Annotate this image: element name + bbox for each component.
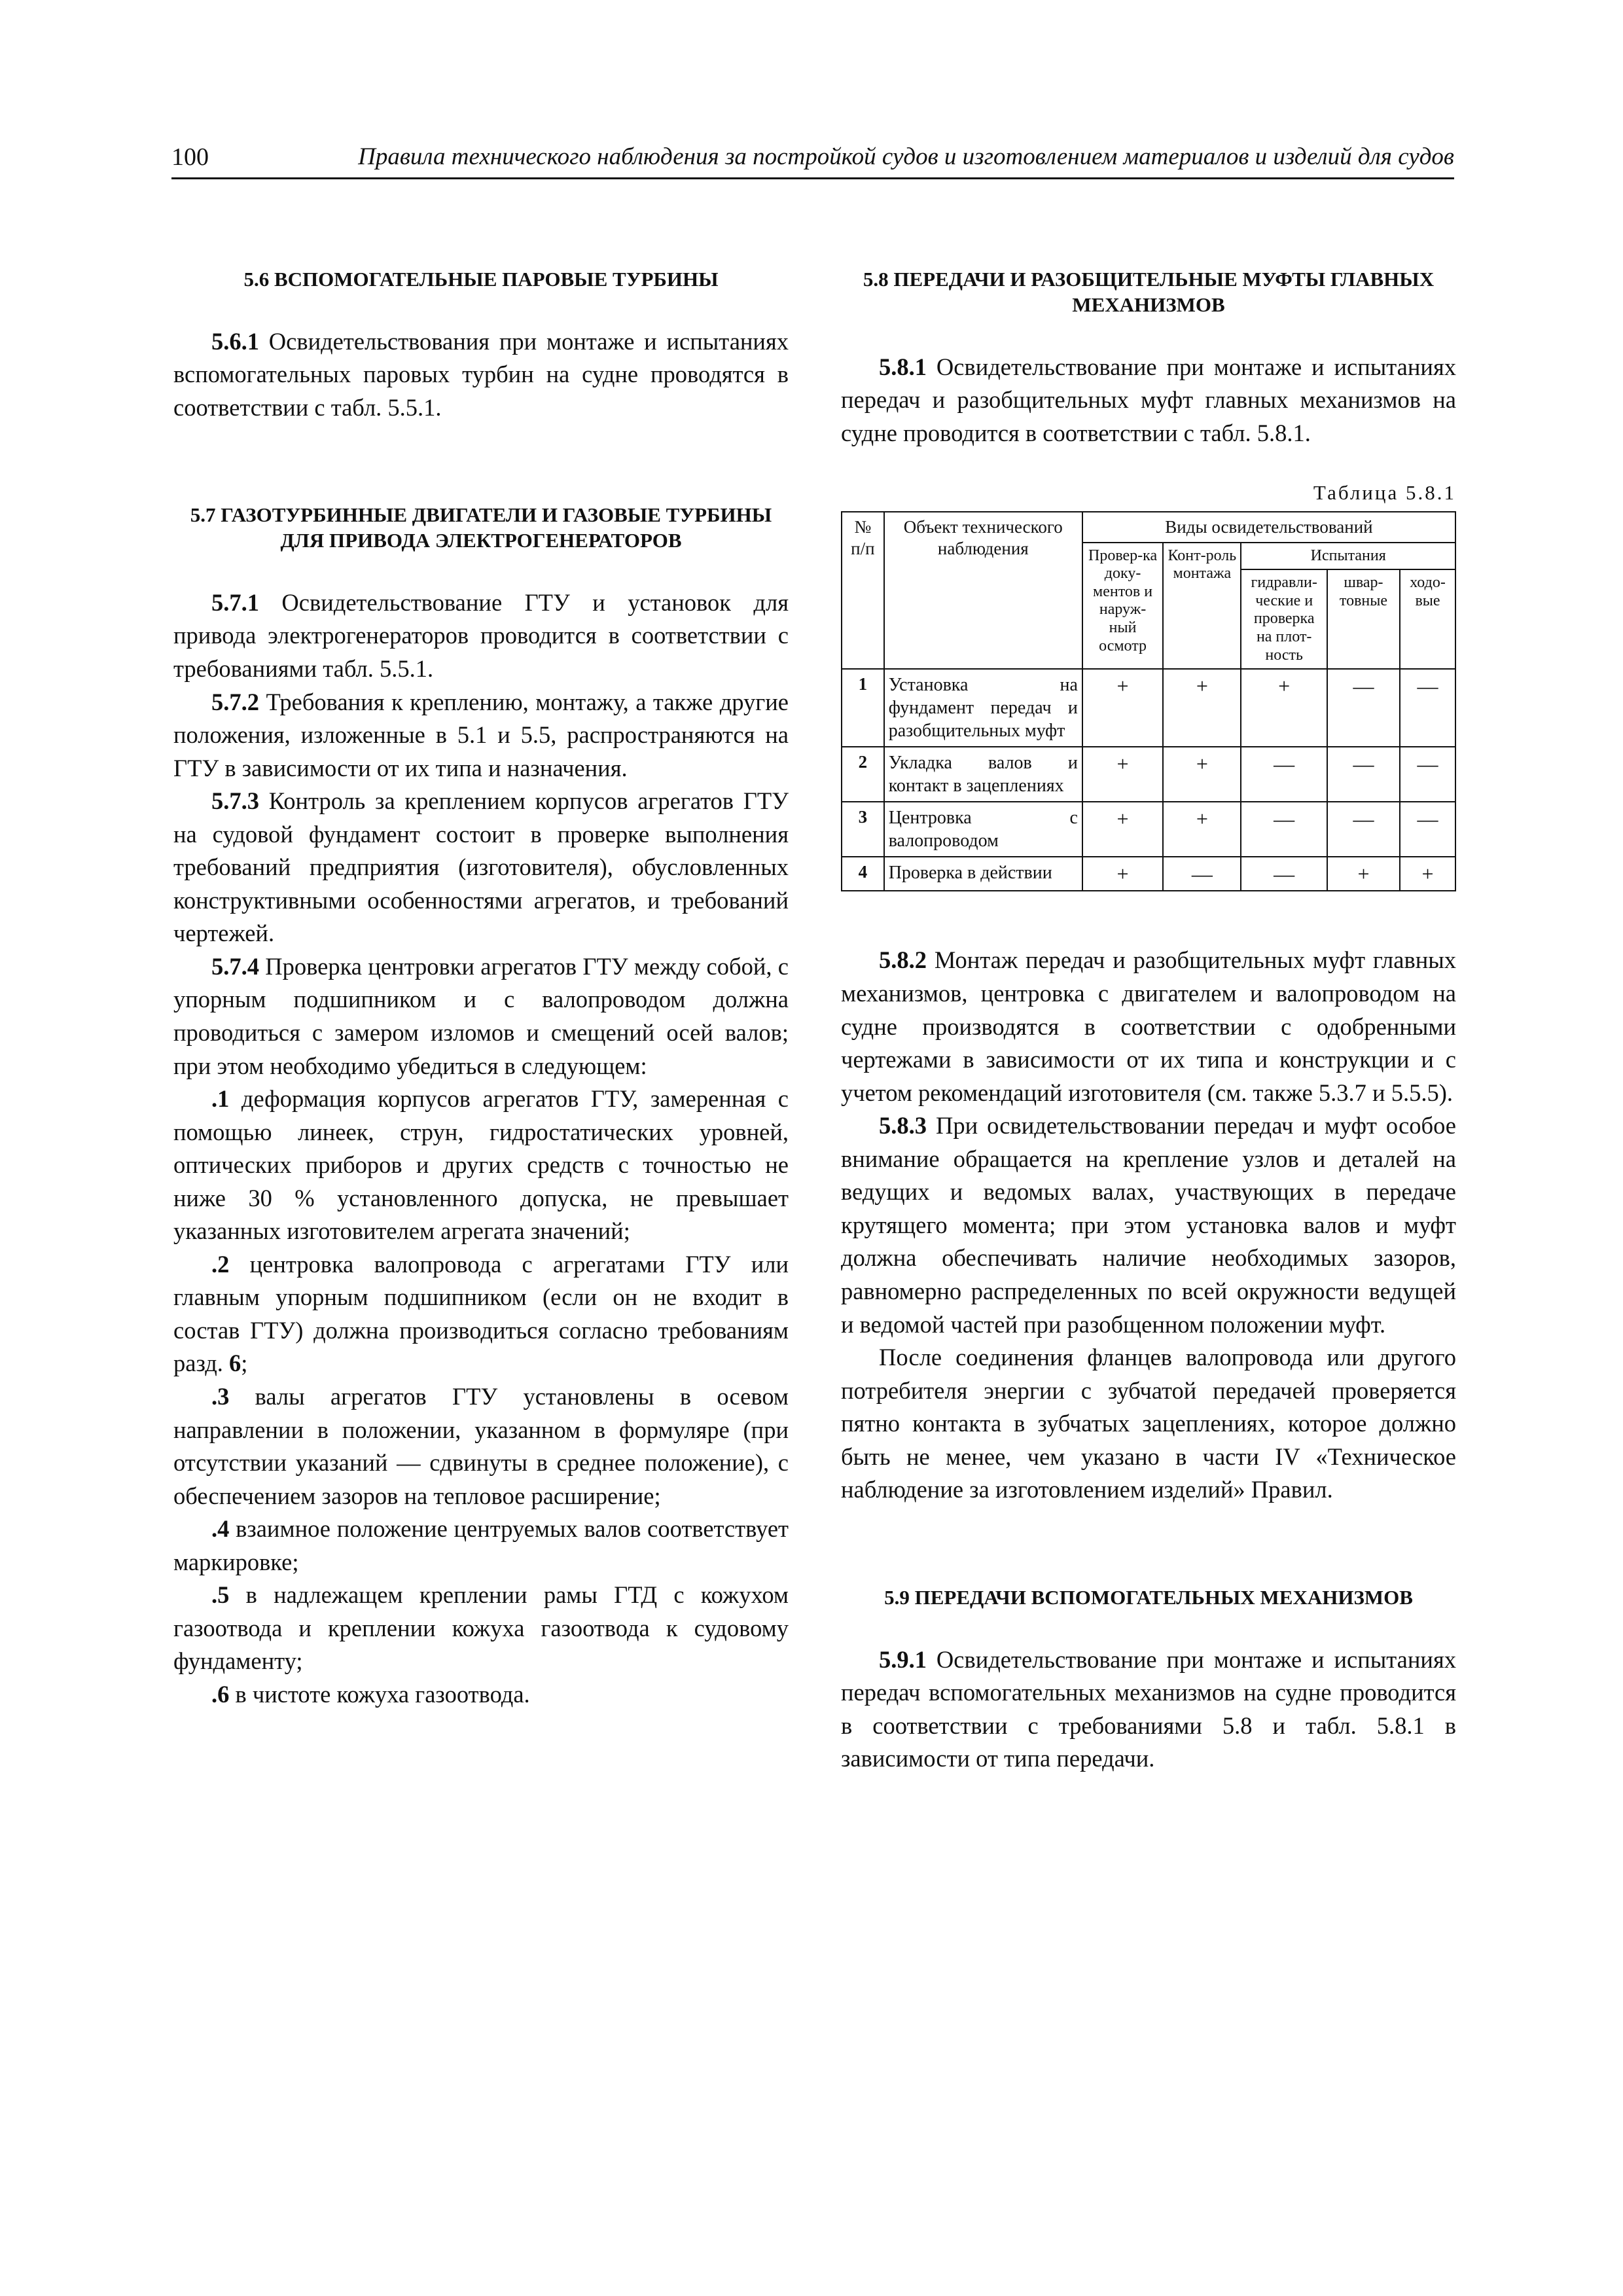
para-5-8-3: 5.8.3 При освидетельствовании передач и муфт особое внимание обращается на крепление узлов и деталей на ведущих и ведомых валах, участвующих в передаче крутящего момента; при этом установка валов и муфт должна обеспечивать наличие необходимых зазоров, равномерно распределенных по всей окружности ведущей и ведомой частей при разобщенном положении муфт. — [841, 1112, 1456, 1338]
table-row: 3 Центровка с валопроводом + + — — — — [842, 802, 1455, 857]
list-item-5: .5 в надлежащем креплении рамы ГТД с кожухом газоотвода и креплении кожуха газоотвода к судовому фундаменту; — [173, 1581, 789, 1675]
col-header-number: № п/п — [842, 512, 884, 669]
section-5-8-heading: 5.8 ПЕРЕДАЧИ И РАЗОБЩИТЕЛЬНЫЕ МУФТЫ ГЛАВНЫХ МЕХАНИЗМОВ — [863, 268, 1435, 316]
para-5-8-3-cont: После соединения фланцев валопровода или другого потребителя энергии с зубчатой передачей проверяется пятно контакта в зубчатых зацеплениях, которое должно быть не менее, чем указано в части IV «Техническое наблюдение за изготовлением изделий» Правил. — [841, 1344, 1456, 1503]
table-row: 4 Проверка в действии + — — + + — [842, 857, 1455, 891]
list-item-3: .3 валы агрегатов ГТУ установлены в осевом направлении в положении, указанном в формуляре (при отсутствии указаний — сдвинуты в среднее положение), с обеспечением зазоров на тепловое расширение; — [173, 1383, 789, 1509]
para-5-8-2: 5.8.2 Монтаж передач и разобщительных муфт главных механизмов, центровка с двигателем и валопроводом на судне производятся в соответствии с одобренными чертежами в зависимости от их типа и конструкции и с учетом рекомендаций изготовителя (см. также 5.3.7 и 5.5.5). — [841, 946, 1456, 1106]
col-header-sea: ходо-вые — [1400, 569, 1455, 669]
left-column — [173, 267, 789, 1711]
col-header-control: Конт-роль монтажа — [1163, 543, 1241, 670]
para-5-8-1: 5.8.1 Освидетельствование при монтаже и испытаниях передач и разобщительных муфт главных механизмов на судне проводится в соответствии с табл. 5.8.1. — [841, 353, 1456, 446]
table-5-8-1 — [841, 511, 1456, 891]
para-5-7-2: 5.7.2 Требования к креплению, монтажу, а также другие положения, изложенные в 5.1 и 5.5, распространяются на ГТУ в зависимости от их типа и назначения. — [173, 688, 789, 781]
col-header-kinds: Виды освидетельствований — [1082, 512, 1455, 542]
list-item-2: .2 центровка валопровода с агрегатами ГТУ или главным упорным подшипником (если он не входит в состав ГТУ) должна производиться согласно требованиям разд. 6; — [173, 1250, 789, 1377]
list-item-6: .6 в чистоте кожуха газоотвода. — [211, 1680, 530, 1708]
col-header-tests: Испытания — [1241, 543, 1455, 570]
para-5-7-1: 5.7.1 Освидетельствование ГТУ и установок для привода электрогенераторов проводится в соответствии с требованиями табл. 5.5.1. — [173, 588, 789, 682]
col-header-mooring: швар-товные — [1327, 569, 1400, 669]
page-number: 100 — [171, 143, 209, 171]
para-5-7-3: 5.7.3 Контроль за креплением корпусов агрегатов ГТУ на судовой фундамент состоит в проверке выполнения требований предприятия (изготовителя), обусловленных конструктивными особенностями агрегатов, и требований чертежей. — [173, 787, 789, 947]
running-title: Правила технического наблюдения за постройкой судов и изготовлением материалов и изделий для судов — [358, 143, 1454, 170]
list-item-4: .4 взаимное положение центруемых валов соответствует маркировке; — [173, 1515, 789, 1575]
para-5-6-1: 5.6.1 Освидетельствования при монтаже и испытаниях вспомогательных паровых турбин на судне проводятся в соответствии с табл. 5.5.1. — [173, 327, 789, 421]
page-header — [171, 139, 1454, 179]
table-row: 2 Укладка валов и контакт в зацеплениях + + — — — — [842, 747, 1455, 802]
table-caption: Таблица 5.8.1 — [1313, 481, 1456, 505]
table-row: 1 Установка на фундамент передач и разобщительных муфт + + + — — — [842, 669, 1455, 747]
section-5-9-heading: 5.9 ПЕРЕДАЧИ ВСПОМОГАТЕЛЬНЫХ МЕХАНИЗМОВ — [884, 1585, 1413, 1609]
right-column — [841, 267, 1456, 1776]
col-header-object: Объект технического наблюдения — [884, 512, 1082, 669]
section-5-7-heading: 5.7 ГАЗОТУРБИННЫЕ ДВИГАТЕЛИ И ГАЗОВЫЕ ТУРБИНЫ ДЛЯ ПРИВОДА ЭЛЕКТРОГЕНЕРАТОРОВ — [190, 503, 772, 552]
para-5-7-4: 5.7.4 Проверка центровки агрегатов ГТУ между собой, с упорным подшипником и с валопроводом должна проводиться с замером изломов и смещений осей валов; при этом необходимо убедиться в следующем: — [173, 952, 789, 1079]
table-header-row-1 — [842, 512, 1455, 542]
header-rule — [171, 177, 1454, 179]
col-header-hydraulic: гидравли-ческие и проверка на плот-ность — [1241, 569, 1327, 669]
list-item-1: .1 деформация корпусов агрегатов ГТУ, замеренная с помощью линеек, струн, гидростатических уровней, оптических приборов и других средств с точностью не ниже 30 % установленного допуска, не превышает указанных изготовителем агрегата значений; — [173, 1085, 789, 1245]
section-5-6-heading: 5.6 ВСПОМОГАТЕЛЬНЫЕ ПАРОВЫЕ ТУРБИНЫ — [243, 268, 719, 291]
col-header-check: Провер-ка доку-ментов и наруж-ный осмотр — [1082, 543, 1163, 670]
para-5-9-1: 5.9.1 Освидетельствование при монтаже и испытаниях передач вспомогательных механизмов на судне проводится в соответствии с требованиями 5.8 и табл. 5.8.1 в зависимости от типа передачи. — [841, 1645, 1456, 1772]
